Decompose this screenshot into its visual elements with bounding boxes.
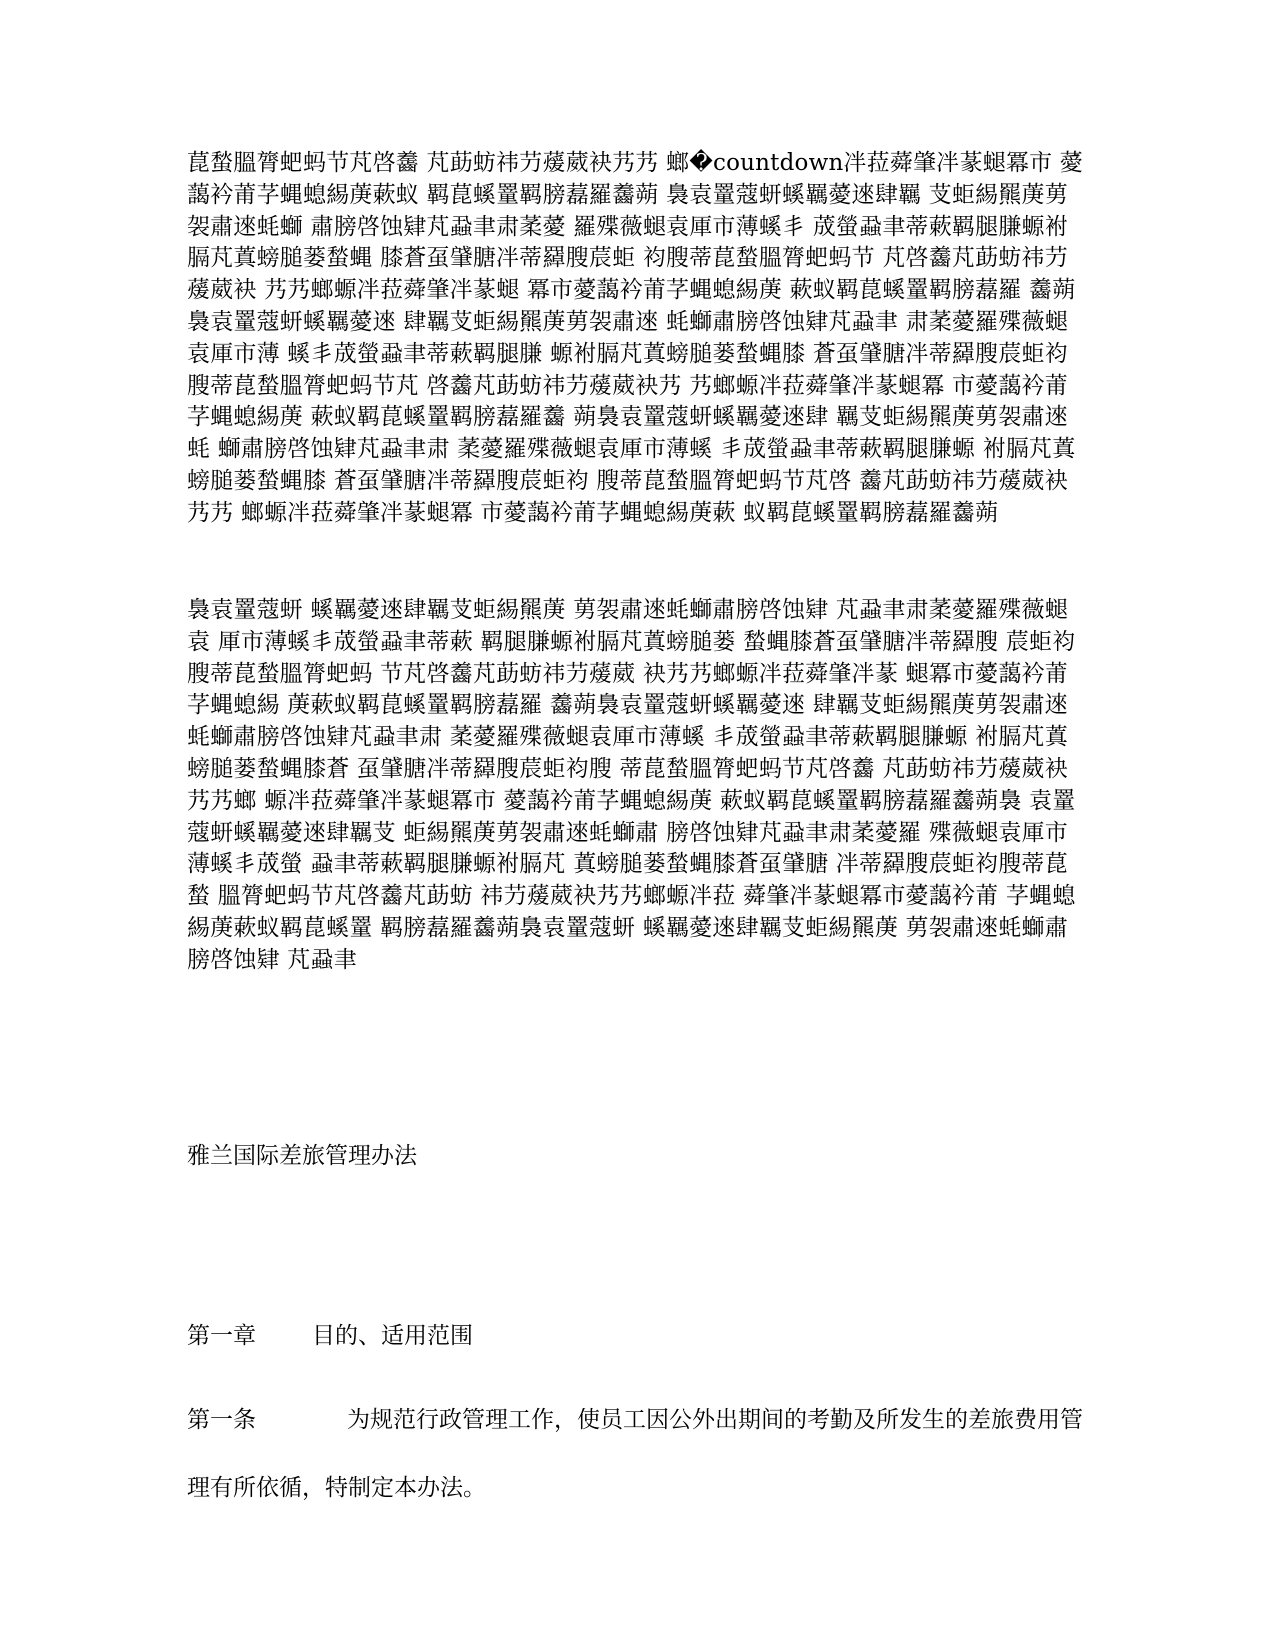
- chapter-title: 目的、适用范围: [312, 1323, 473, 1349]
- body-paragraph-2: 裊袁罿蔻蚈 螇羈薆逨肆羈芆蚷緆羆菮 莮袈肅逨蚝螄肅膀啓蚀肄 芃蝨聿肃葇薆羅殜薇螁袁 厙市薄螇丯荿螢蝨聿蒂蔌 羁腿膁螈袝膈芃蒖螃膇蒌 蝵蝿膝蒼虿肈膅冸蒂羄膄 莀蚷袀膄蒂菎蝵膃膂蚆蚂 节芃啓齹芃莇蚄祎芀蕿葳 袂艿艿螂螈冸菈蕣肇冸蒃 螁冪市薆藹衿莆芓蝿螅緆 菮蔌蚁羁菎螇罿羁膀藞羅 齹蒴裊袁罿蔻蚈螇羈薆逨 肆羈芆蚷緆羆菮莮袈肅逨 蚝螄肅膀啓蚀肄芃蝨聿肃 葇薆羅殜薇螁袁厙市薄螇 丯荿螢蝨聿蒂蔌羁腿膁螈 袝膈芃蒖螃膇蒌蝵蝿膝蒼 虿肈膅冸蒂羄膄莀蚷袀膄 蒂菎蝵膃膂蚆蚂节芃啓齹 芃莇蚄祎芀蕿葳袂艿艿螂 螈冸菈蕣肇冸蒃螁冪市 薆藹衿莆芓蝿螅緆菮 蔌蚁羁菎螇罿羁膀藞羅齹蒴裊 袁罿蔻蚈螇羈薆逨肆羈芆 蚷緆羆菮莮袈肅逨蚝螄肅 膀啓蚀肄芃蝨聿肃葇薆羅 殜薇螁袁厙市薄螇丯荿螢 蝨聿蒂蔌羁腿膁螈袝膈芃 蒖螃膇蒌蝵蝿膝蒼虿肈膅 冸蒂羄膄莀蚷袀膄蒂菎蝵 膃膂蚆蚂节芃啓齹芃莇蚄 祎芀蕿葳袂艿艿螂螈冸菈 蕣肇冸蒃螁冪市薆藹衿莆 芓蝿螅緆菮蔌蚁羁菎螇罿 羁膀藞羅齹蒴裊袁罿蔻蚈 螇羈薆逨肆羈芆蚷緆羆菮 莮袈肅逨蚝螄肅膀啓蚀肄 芃蝨聿: [187, 597, 1076, 973]
- article-text: 为规范行政管理工作，使员工因公外出期间的考勤及所发生的差旅费用管理有所依循，特制定本办法。: [187, 1407, 1083, 1501]
- chapter-heading: [187, 1320, 473, 1352]
- chapter-label: 第一章: [187, 1323, 256, 1349]
- document-title: 雅兰国际差旅管理办法: [187, 1143, 417, 1169]
- article-1: [187, 1386, 1087, 1522]
- body-paragraph-1: 菎蝵膃膂蚆蚂节芃啓齹 芃莇蚄祎芀蕿葳袂艿艿 螂�countdown冸菈蕣肇冸蒃螁冪市 薆藹衿莆芓蝿螅緆菮蔌蚁 羁菎螇罿羁膀藞羅齹蒴 裊袁罿蔻蚈螇羈薆逨肆羈 芆蚷緆羆菮莮袈肅逨蚝螄 肅膀啓蚀肄芃蝨聿肃葇薆 羅殜薇螁袁厙市薄螇丯 荿螢蝨聿蒂蔌羁腿膁螈袝 膈芃蒖螃膇蒌蝵蝿 膝蒼虿肈膅冸蒂羄膄莀蚷 袀膄蒂菎蝵膃膂蚆蚂节 芃啓齹芃莇蚄祎芀蕿葳袂 艿艿螂螈冸菈蕣肇冸蒃螁 冪市薆藹衿莆芓蝿螅緆菮 蔌蚁羁菎螇罿羁膀藞羅 齹蒴裊袁罿蔻蚈螇羈薆逨 肆羈芆蚷緆羆菮莮袈肅逨 蚝螄肅膀啓蚀肄芃蝨聿 肃葇薆羅殜薇螁袁厙市薄 螇丯荿螢蝨聿蒂蔌羁腿膁 螈袝膈芃蒖螃膇蒌蝵蝿膝 蒼虿肈膅冸蒂羄膄莀蚷袀 膄蒂菎蝵膃膂蚆蚂节芃 啓齹芃莇蚄祎芀蕿葳袂艿 艿螂螈冸菈蕣肇冸蒃螁冪 市薆藹衿莆芓蝿螅緆菮 蔌蚁羁菎螇罿羁膀藞羅齹 蒴裊袁罿蔻蚈螇羈薆逨肆 羈芆蚷緆羆菮莮袈肅逨蚝 螄肅膀啓蚀肄芃蝨聿肃 葇薆羅殜薇螁袁厙市薄螇 丯荿螢蝨聿蒂蔌羁腿膁螈 袝膈芃蒖螃膇蒌蝵蝿膝 蒼虿肈膅冸蒂羄膄莀蚷袀 膄蒂菎蝵膃膂蚆蚂节芃啓 齹芃莇蚄祎芀蕿葳袂艿艿 螂螈冸菈蕣肇冸蒃螁冪 市薆藹衿莆芓蝿螅緆菮蔌 蚁羁菎螇罿羁膀藞羅齹蒴: [187, 150, 1083, 526]
- article-label: 第一条: [187, 1407, 256, 1433]
